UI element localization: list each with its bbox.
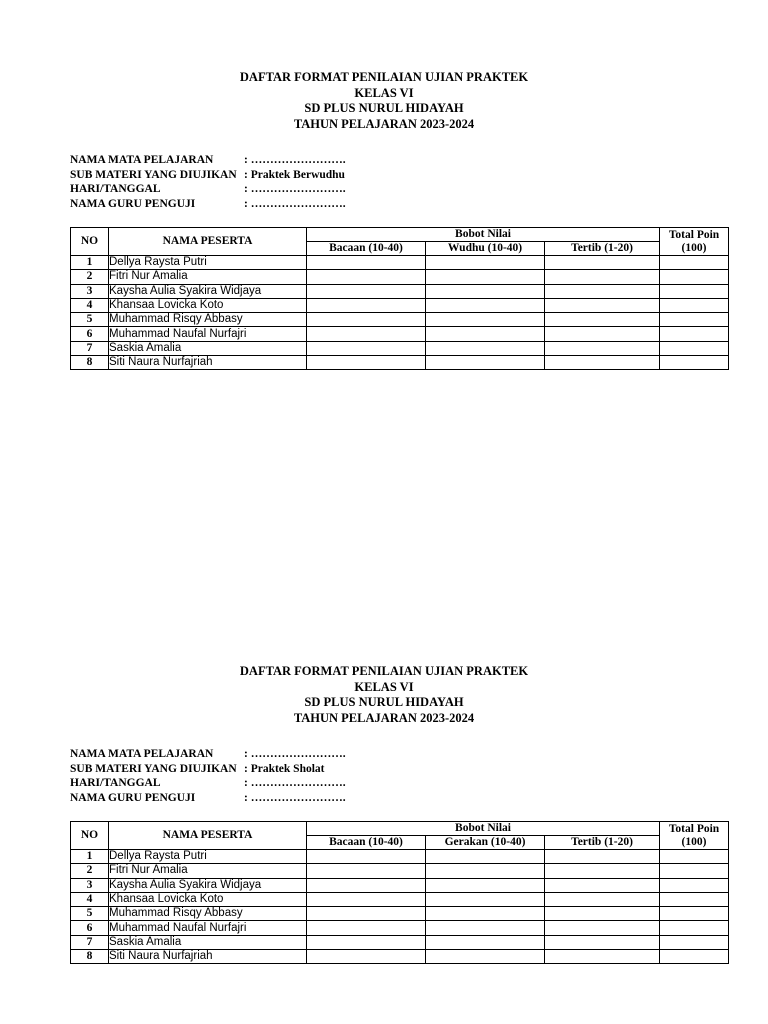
header-no: NO (71, 822, 109, 850)
meta-row (70, 153, 346, 168)
score-cell-3[interactable] (545, 341, 660, 355)
score-cell-2[interactable] (426, 298, 545, 312)
participant-name: Khansaa Lovicka Koto (109, 892, 307, 906)
form-title-line: DAFTAR FORMAT PENILAIAN UJIAN PRAKTEK (239, 70, 529, 84)
score-cell-1[interactable] (307, 356, 426, 370)
score-cell-2[interactable] (426, 878, 545, 892)
assessment-form (0, 664, 768, 963)
score-cell-1[interactable] (307, 270, 426, 284)
score-cell-1[interactable] (307, 850, 426, 864)
score-cell-2[interactable] (426, 892, 545, 906)
meta-value: : ……………………. (244, 777, 346, 789)
row-number: 5 (71, 907, 109, 921)
total-cell[interactable] (660, 950, 729, 964)
score-cell-1[interactable] (307, 892, 426, 906)
total-cell[interactable] (660, 327, 729, 341)
participant-name: Kaysha Aulia Syakira Widjaya (109, 284, 307, 298)
total-cell[interactable] (660, 907, 729, 921)
score-cell-1[interactable] (307, 878, 426, 892)
participant-name: Fitri Nur Amalia (109, 864, 307, 878)
table-row (71, 298, 729, 312)
participant-name: Saskia Amalia (109, 341, 307, 355)
table-row (71, 327, 729, 341)
participant-name: Muhammad Risqy Abbasy (109, 313, 307, 327)
score-cell-3[interactable] (545, 256, 660, 270)
meta-label: HARI/TANGGAL (70, 183, 161, 195)
total-cell[interactable] (660, 256, 729, 270)
meta-label: HARI/TANGGAL (70, 777, 161, 789)
form-title-line: TAHUN PELAJARAN 2023-2024 (293, 116, 475, 131)
score-cell-3[interactable] (545, 298, 660, 312)
score-cell-2[interactable] (426, 864, 545, 878)
meta-value: : ……………………. (244, 791, 346, 804)
table-row (71, 313, 729, 327)
meta-value: : ……………………. (244, 197, 346, 210)
score-cell-3[interactable] (545, 864, 660, 878)
score-cell-3[interactable] (545, 356, 660, 370)
score-cell-3[interactable] (545, 907, 660, 921)
score-cell-2[interactable] (426, 313, 545, 327)
meta-row (70, 182, 346, 197)
row-number: 6 (71, 921, 109, 935)
participant-name: Muhammad Risqy Abbasy (109, 907, 307, 921)
score-cell-3[interactable] (545, 950, 660, 964)
header-total-line: Total Poin (668, 228, 720, 241)
score-cell-2[interactable] (426, 256, 545, 270)
participant-name: Dellya Raysta Putri (109, 256, 307, 270)
score-cell-1[interactable] (307, 921, 426, 935)
total-cell[interactable] (660, 341, 729, 355)
score-cell-2[interactable] (426, 327, 545, 341)
participant-name: Saskia Amalia (109, 935, 307, 949)
score-cell-2[interactable] (426, 341, 545, 355)
score-cell-3[interactable] (545, 892, 660, 906)
score-cell-2[interactable] (426, 950, 545, 964)
meta-value: : ……………………. (244, 748, 346, 760)
participant-name: Siti Naura Nurfajriah (109, 950, 307, 964)
total-cell[interactable] (660, 284, 729, 298)
total-cell[interactable] (660, 935, 729, 949)
header-sub-tertib: Tertib (1-20) (545, 242, 660, 256)
table-row (71, 935, 729, 949)
row-number: 2 (71, 270, 109, 284)
header-name: NAMA PESERTA (109, 822, 307, 850)
table-row (71, 284, 729, 298)
meta-label: NAMA MATA PELAJARAN (70, 748, 214, 760)
table-row (71, 850, 729, 864)
meta-label: NAMA GURU PENGUJI (70, 791, 196, 804)
meta-row (70, 791, 346, 806)
row-number: 4 (71, 298, 109, 312)
row-number: 7 (71, 935, 109, 949)
row-number: 7 (71, 341, 109, 355)
form-meta-block (70, 153, 346, 211)
meta-label: SUB MATERI YANG DIUJIKAN (70, 762, 237, 775)
header-sub-bacaan: Bacaan (10-40) (307, 242, 426, 256)
header-sub-2: Wudhu (10-40) (426, 242, 545, 256)
score-table (70, 227, 729, 370)
score-cell-1[interactable] (307, 327, 426, 341)
table-row (71, 270, 729, 284)
form-title-line: SD PLUS NURUL HIDAYAH (304, 695, 464, 709)
total-cell[interactable] (660, 892, 729, 906)
form-title-block (0, 70, 768, 132)
score-cell-3[interactable] (545, 313, 660, 327)
total-cell[interactable] (660, 298, 729, 312)
table-row (71, 907, 729, 921)
row-number: 2 (71, 864, 109, 878)
meta-row (70, 762, 346, 777)
table-row (71, 892, 729, 906)
form-title-line: DAFTAR FORMAT PENILAIAN UJIAN PRAKTEK (239, 664, 529, 678)
score-cell-1[interactable] (307, 864, 426, 878)
header-total-line: (100) (681, 835, 707, 848)
participant-name: Dellya Raysta Putri (109, 850, 307, 864)
header-sub-bacaan: Bacaan (10-40) (307, 836, 426, 850)
meta-value: : Praktek Sholat (244, 762, 325, 775)
header-no: NO (71, 228, 109, 256)
form-title-line: KELAS VI (354, 85, 414, 100)
score-cell-1[interactable] (307, 284, 426, 298)
score-cell-2[interactable] (426, 907, 545, 921)
score-cell-1[interactable] (307, 298, 426, 312)
row-number: 1 (71, 256, 109, 270)
score-cell-2[interactable] (426, 850, 545, 864)
total-cell[interactable] (660, 270, 729, 284)
score-cell-3[interactable] (545, 921, 660, 935)
header-total-line: (100) (681, 241, 707, 254)
participant-name: Muhammad Naufal Nurfajri (109, 921, 307, 935)
meta-value: : ……………………. (244, 183, 346, 195)
score-cell-1[interactable] (307, 907, 426, 921)
score-cell-3[interactable] (545, 270, 660, 284)
total-cell[interactable] (660, 850, 729, 864)
score-cell-1[interactable] (307, 341, 426, 355)
total-cell[interactable] (660, 921, 729, 935)
header-sub-2: Gerakan (10-40) (426, 836, 545, 850)
score-cell-2[interactable] (426, 921, 545, 935)
table-row (71, 864, 729, 878)
header-total (660, 228, 729, 256)
score-cell-3[interactable] (545, 284, 660, 298)
participant-name: Muhammad Naufal Nurfajri (109, 327, 307, 341)
header-bobot-nilai: Bobot Nilai (307, 822, 660, 836)
header-name: NAMA PESERTA (109, 228, 307, 256)
score-cell-2[interactable] (426, 935, 545, 949)
row-number: 3 (71, 878, 109, 892)
score-cell-3[interactable] (545, 327, 660, 341)
form-title-line: TAHUN PELAJARAN 2023-2024 (293, 710, 475, 725)
form-meta-block (70, 747, 346, 805)
row-number: 3 (71, 284, 109, 298)
meta-value: : ……………………. (244, 154, 346, 166)
row-number: 4 (71, 892, 109, 906)
score-cell-1[interactable] (307, 950, 426, 964)
meta-label: NAMA GURU PENGUJI (70, 197, 196, 210)
row-number: 1 (71, 850, 109, 864)
row-number: 5 (71, 313, 109, 327)
total-cell[interactable] (660, 864, 729, 878)
header-total-line: Total Poin (668, 822, 720, 835)
header-bobot-nilai: Bobot Nilai (307, 228, 660, 242)
participant-name: Khansaa Lovicka Koto (109, 298, 307, 312)
score-cell-2[interactable] (426, 270, 545, 284)
row-number: 8 (71, 356, 109, 370)
form-title-line: SD PLUS NURUL HIDAYAH (304, 101, 464, 115)
total-cell[interactable] (660, 878, 729, 892)
participant-name: Siti Naura Nurfajriah (109, 356, 307, 370)
score-table (70, 821, 729, 964)
meta-label: NAMA MATA PELAJARAN (70, 154, 214, 166)
score-cell-1[interactable] (307, 256, 426, 270)
meta-value: : Praktek Berwudhu (244, 168, 345, 181)
table-row (71, 921, 729, 935)
form-title-block (0, 664, 768, 726)
score-cell-3[interactable] (545, 850, 660, 864)
header-sub-tertib: Tertib (1-20) (545, 836, 660, 850)
score-cell-1[interactable] (307, 935, 426, 949)
table-row (71, 878, 729, 892)
table-row (71, 256, 729, 270)
meta-label: SUB MATERI YANG DIUJIKAN (70, 168, 237, 181)
meta-row (70, 168, 346, 183)
score-cell-1[interactable] (307, 313, 426, 327)
total-cell[interactable] (660, 313, 729, 327)
score-cell-2[interactable] (426, 356, 545, 370)
form-title-line: KELAS VI (354, 679, 414, 694)
score-cell-2[interactable] (426, 284, 545, 298)
meta-row (70, 197, 346, 212)
table-row (71, 356, 729, 370)
meta-row (70, 747, 346, 762)
participant-name: Kaysha Aulia Syakira Widjaya (109, 878, 307, 892)
assessment-form (0, 70, 768, 369)
meta-row (70, 776, 346, 791)
row-number: 8 (71, 950, 109, 964)
header-total (660, 822, 729, 850)
total-cell[interactable] (660, 356, 729, 370)
table-row (71, 341, 729, 355)
participant-name: Fitri Nur Amalia (109, 270, 307, 284)
table-row (71, 950, 729, 964)
row-number: 6 (71, 327, 109, 341)
score-cell-3[interactable] (545, 878, 660, 892)
score-cell-3[interactable] (545, 935, 660, 949)
